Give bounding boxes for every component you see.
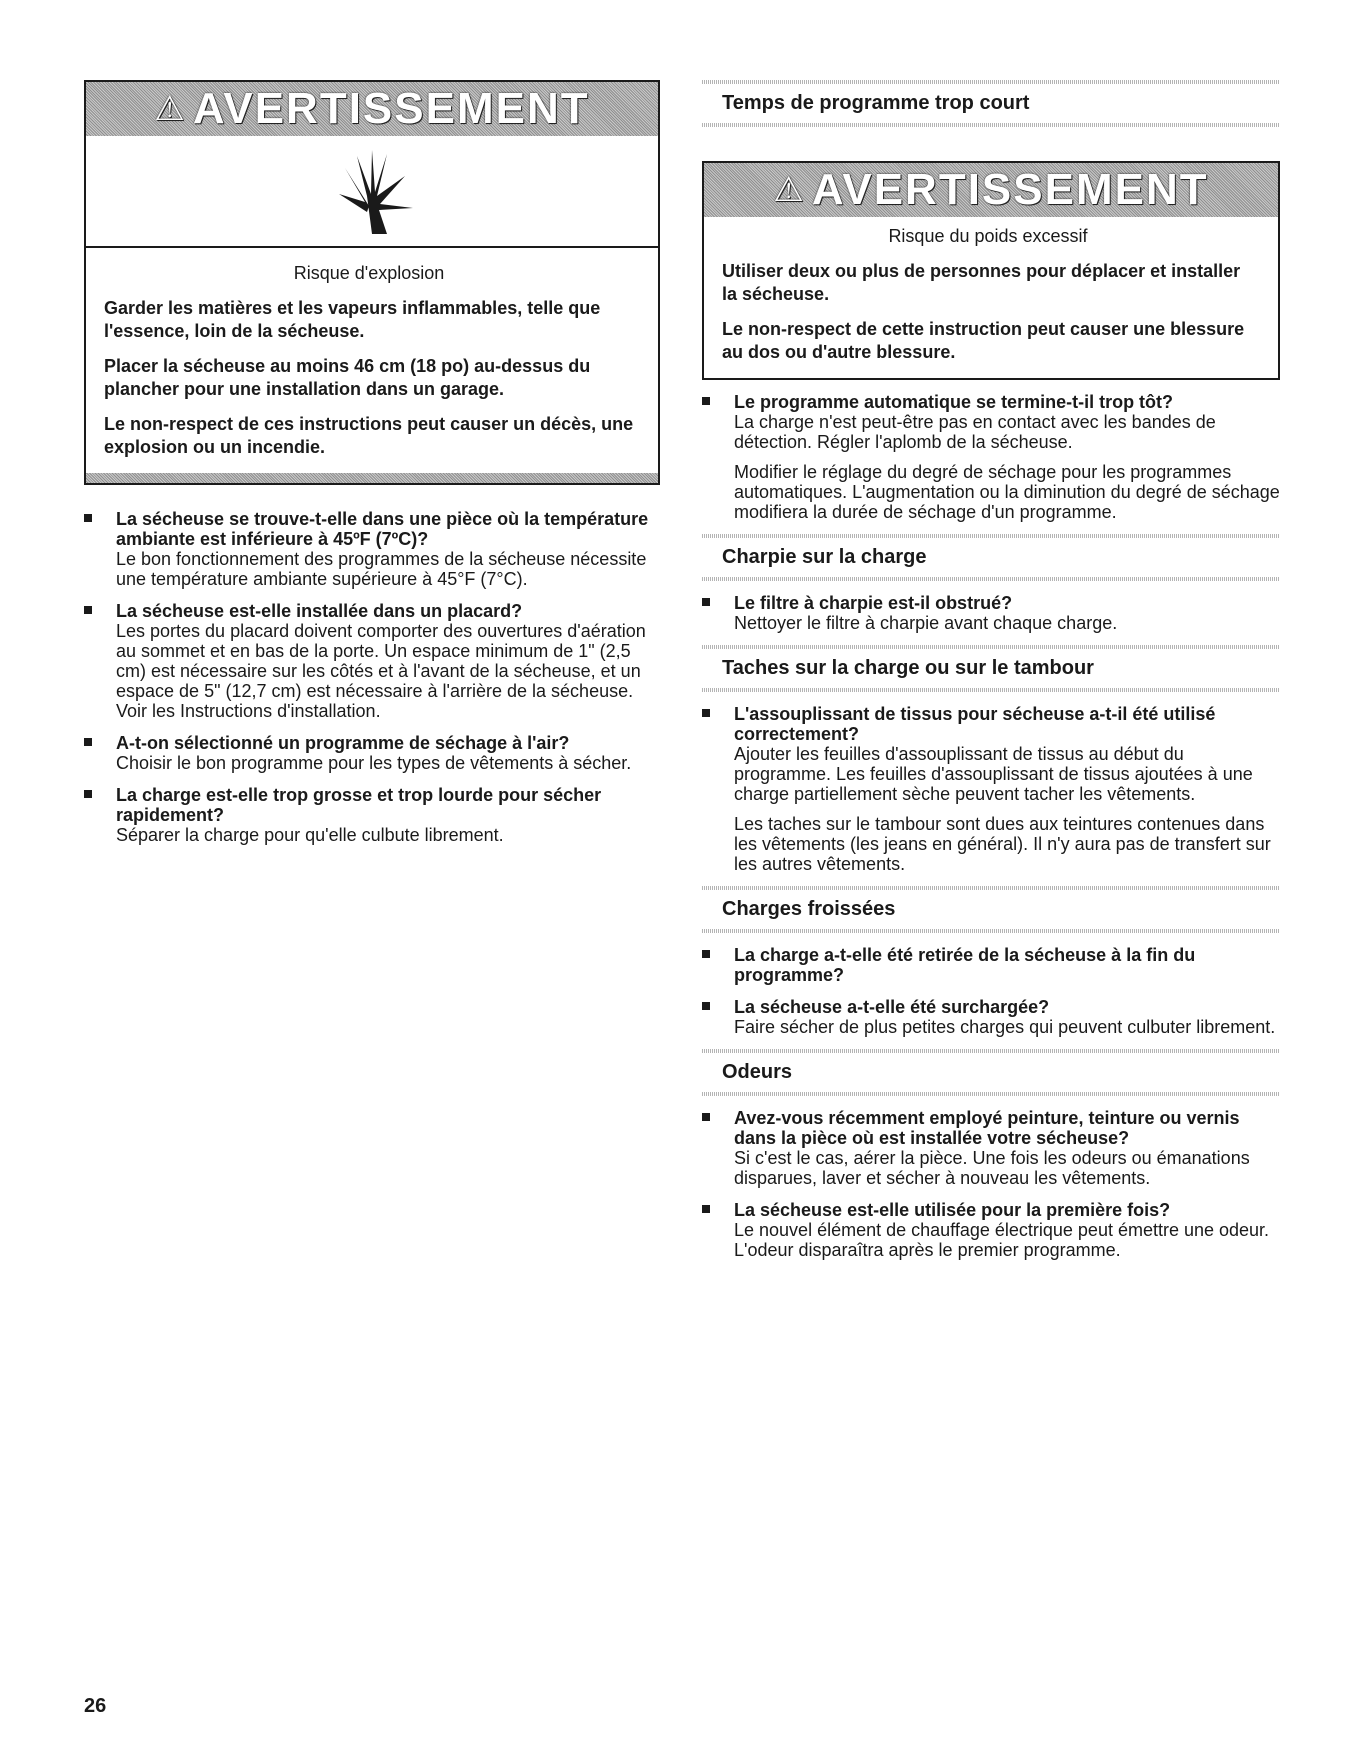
warning-paragraph: Garder les matières et les vapeurs inflammables, telle que l'essence, loin de la sécheuse. (104, 298, 601, 341)
bullet-icon (702, 950, 710, 958)
question: Avez-vous récemment employé peinture, teinture ou vernis dans la pièce où est installée votre sécheuse? (734, 1108, 1240, 1148)
bullet-icon (84, 514, 92, 522)
question: La charge est-elle trop grosse et trop lourde pour sécher rapidement? (116, 785, 602, 825)
section-title: Temps de programme trop court (722, 92, 1030, 114)
bullet-icon (702, 1205, 710, 1213)
section-heading-froissees (702, 886, 1280, 933)
warning-header-text: AVERTISSEMENT (811, 165, 1209, 214)
list-item (84, 509, 660, 589)
list-item (702, 1200, 1280, 1260)
bullet-icon (702, 1002, 710, 1010)
answer: Choisir le bon programme pour les types de vêtements à sécher. (116, 753, 632, 773)
bullet-icon (84, 606, 92, 614)
list-item (702, 945, 1280, 985)
answer: Si c'est le cas, aérer la pièce. Une fois les odeurs ou émanations disparues, laver et sécher à nouveau les vêtements. (734, 1148, 1250, 1188)
weight-warning-box (702, 161, 1280, 380)
warning-triangle-icon: ⚠ (773, 171, 806, 209)
answer: Faire sécher de plus petites charges qui peuvent culbuter librement. (734, 1017, 1276, 1037)
warning-paragraph: Le non-respect de cette instruction peut causer une blessure au dos ou d'autre blessure. (722, 319, 1245, 362)
answer: Nettoyer le filtre à charpie avant chaque charge. (734, 613, 1118, 633)
bullet-icon (702, 598, 710, 606)
page-number: 26 (84, 1695, 107, 1717)
bullet-icon (702, 709, 710, 717)
section-heading-charpie (702, 534, 1280, 581)
list-item (702, 997, 1280, 1037)
section-title: Charges froissées (722, 898, 896, 920)
section-title: Charpie sur la charge (722, 546, 927, 568)
explosion-icon (327, 146, 417, 236)
warning-title: Risque du poids excessif (888, 226, 1088, 246)
bullet-icon (84, 738, 92, 746)
warning-paragraph: Le non-respect de ces instructions peut causer un décès, une explosion ou un incendie. (104, 414, 634, 457)
warning-paragraph: Placer la sécheuse au moins 46 cm (18 po) au-dessus du plancher pour une installation dans un garage. (104, 356, 591, 399)
question: Le programme automatique se termine-t-il trop tôt? (734, 392, 1174, 412)
question: Le filtre à charpie est-il obstrué? (734, 593, 1013, 613)
warning-triangle-icon: ⚠ (154, 90, 187, 128)
question: La charge a-t-elle été retirée de la sécheuse à la fin du programme? (734, 945, 1196, 985)
warning-body (704, 217, 1278, 378)
explosion-warning-box (84, 80, 660, 485)
list-item (84, 601, 660, 721)
section-heading-taches (702, 645, 1280, 692)
question: La sécheuse est-elle utilisée pour la première fois? (734, 1200, 1171, 1220)
dotted-rule (702, 577, 1280, 581)
list-item (84, 785, 660, 845)
list-item (702, 704, 1280, 874)
question: La sécheuse se trouve-t-elle dans une pièce où la température ambiante est inférieure à 45ºF (7ºC)? (116, 509, 649, 549)
bullet-icon (702, 397, 710, 405)
dotted-rule (702, 688, 1280, 692)
list-item (702, 593, 1280, 633)
section-heading-temps (702, 80, 1280, 127)
dotted-rule (702, 1092, 1280, 1096)
answer: Modifier le réglage du degré de séchage pour les programmes automatiques. L'augmentation ou la diminution du degré de séchage modifiera la durée de séchage d'un programme. (734, 462, 1280, 522)
warning-header (704, 163, 1278, 217)
answer: Les portes du placard doivent comporter des ouvertures d'aération au sommet et en bas de la porte. Un espace minimum de 1" (2,5 cm) est nécessaire sur les côtés et à l'avant de la sécheuse, et un espace de 5" (12,7 cm) est nécessaire à l'arrière de la sécheuse. Voir les Instructions d'installation. (116, 621, 646, 721)
left-column (84, 80, 660, 857)
question: La sécheuse a-t-elle été surchargée? (734, 997, 1050, 1017)
question: La sécheuse est-elle installée dans un placard? (116, 601, 523, 621)
warning-header (86, 82, 658, 136)
answer: La charge n'est peut-être pas en contact avec les bandes de détection. Régler l'aplomb de la sécheuse. (734, 412, 1216, 452)
warning-pictogram-area (86, 136, 658, 248)
bullet-icon (84, 790, 92, 798)
list-item (84, 733, 660, 773)
section-title: Odeurs (722, 1061, 793, 1083)
answer: Ajouter les feuilles d'assouplissant de tissus au début du programme. Les feuilles d'assouplissant de tissus ajoutées à une charge partiellement sèche peuvent tacher les vêtements. (734, 744, 1253, 804)
question: A-t-on sélectionné un programme de séchage à l'air? (116, 733, 570, 753)
warning-title: Risque d'explosion (293, 263, 445, 283)
section-heading-odeurs (702, 1049, 1280, 1096)
list-item (702, 392, 1280, 522)
warning-paragraph: Utiliser deux ou plus de personnes pour déplacer et installer la sécheuse. (722, 261, 1241, 304)
dotted-rule (702, 123, 1280, 127)
warning-body (86, 248, 658, 473)
warning-footer-bar (86, 473, 658, 483)
bullet-icon (702, 1113, 710, 1121)
answer: Les taches sur le tambour sont dues aux teintures contenues dans les vêtements (les jeans en général). Il n'y aura pas de transfert sur les autres vêtements. (734, 814, 1271, 874)
answer: Le bon fonctionnement des programmes de la sécheuse nécessite une température ambiante supérieure à 45°F (7°C). (116, 549, 647, 589)
warning-header-text: AVERTISSEMENT (192, 84, 590, 133)
answer: Séparer la charge pour qu'elle culbute librement. (116, 825, 504, 845)
list-item (702, 1108, 1280, 1188)
question: L'assouplissant de tissus pour sécheuse a-t-il été utilisé correctement? (734, 704, 1216, 744)
section-title: Taches sur la charge ou sur le tambour (722, 657, 1094, 679)
answer: Le nouvel élément de chauffage électrique peut émettre une odeur. L'odeur disparaîtra après le premier programme. (734, 1220, 1270, 1260)
dotted-rule (702, 929, 1280, 933)
right-column (702, 80, 1280, 1272)
